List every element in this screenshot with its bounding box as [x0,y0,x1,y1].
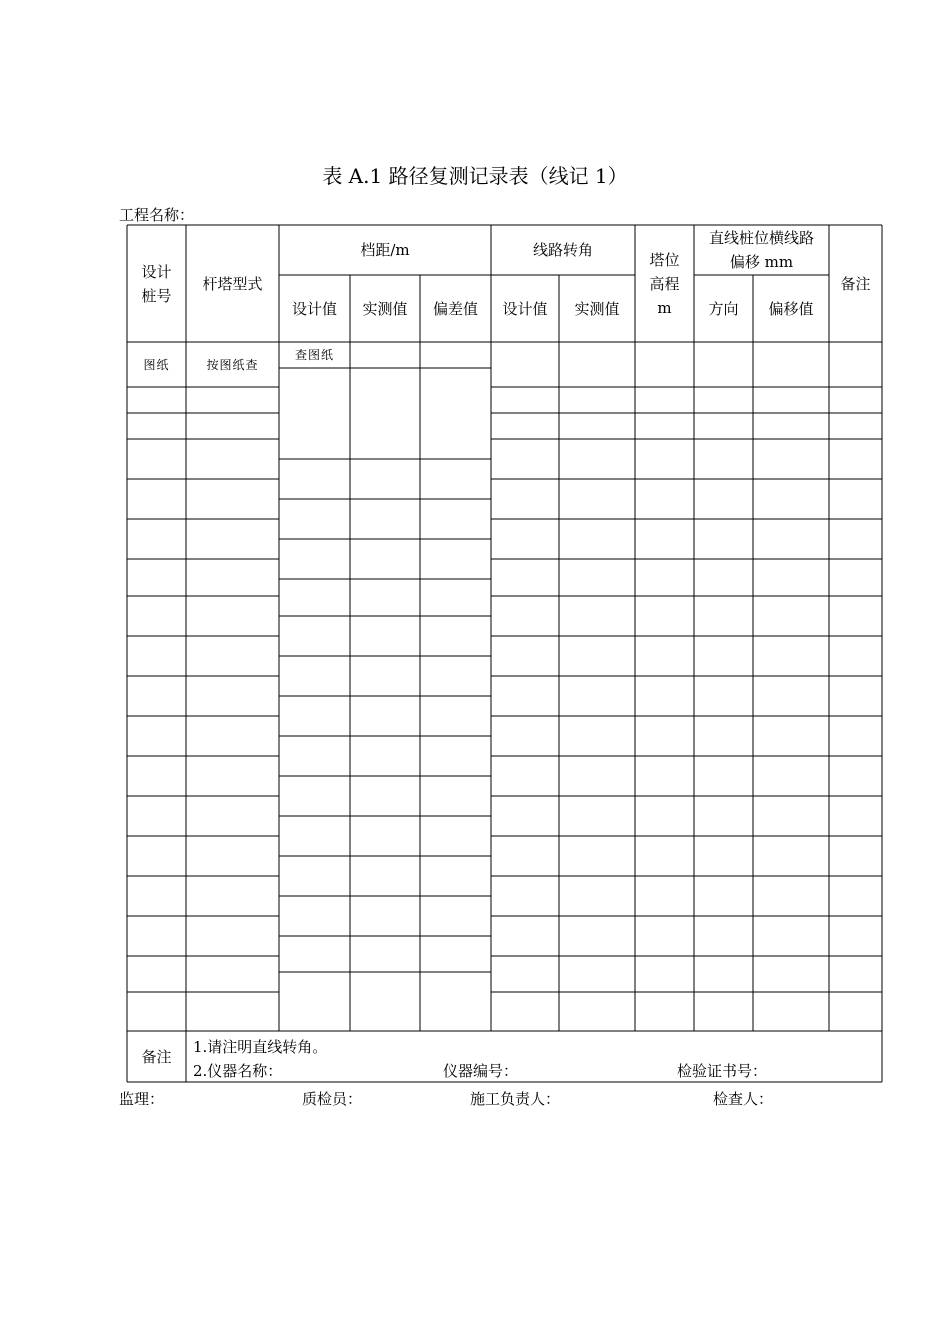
first-row-check-drawing: 查图纸 [294,348,334,362]
header-span-measured: 实测值 [362,299,408,318]
header-span-deviation: 偏差值 [432,299,478,318]
notes-line-1: 1.请注明直线转角。 [193,1038,328,1056]
header-angle-design: 设计值 [502,299,548,318]
notes-instrument-name: 2.仪器名称： [193,1062,283,1080]
header-tower-type: 杆塔型式 [202,274,263,293]
project-name-label: 工程名称： [119,206,195,224]
first-row-drawing: 图纸 [143,357,170,372]
signature-inspector: 质检员： [302,1090,363,1108]
header-offset-direction: 方向 [708,299,739,318]
header-offset-value: 偏移值 [768,299,814,318]
header-line-angle: 线路转角 [532,241,593,259]
first-row-per-drawing: 按图纸查 [206,357,259,372]
header-angle-measured: 实测值 [574,299,620,318]
notes-instrument-number: 仪器编号： [443,1062,519,1080]
signature-supervisor: 监理： [119,1090,165,1108]
page-title: 表 A.1 路径复测记录表（线记 1） [322,164,628,188]
header-remarks: 备注 [840,274,871,293]
notes-certificate-number: 检验证书号： [677,1062,768,1080]
header-span: 档距/m [360,241,410,259]
signature-construction-lead: 施工负责人： [470,1090,561,1108]
notes-label: 备注 [141,1047,172,1066]
header-design-pile: 设计 桩号 [141,262,172,305]
header-span-design: 设计值 [291,299,337,318]
signature-checker: 检查人： [713,1090,774,1108]
header-tower-elevation: 塔位 高程 m [649,250,680,317]
header-lateral-offset: 直线桩位横线路 偏移 mm [708,229,814,271]
